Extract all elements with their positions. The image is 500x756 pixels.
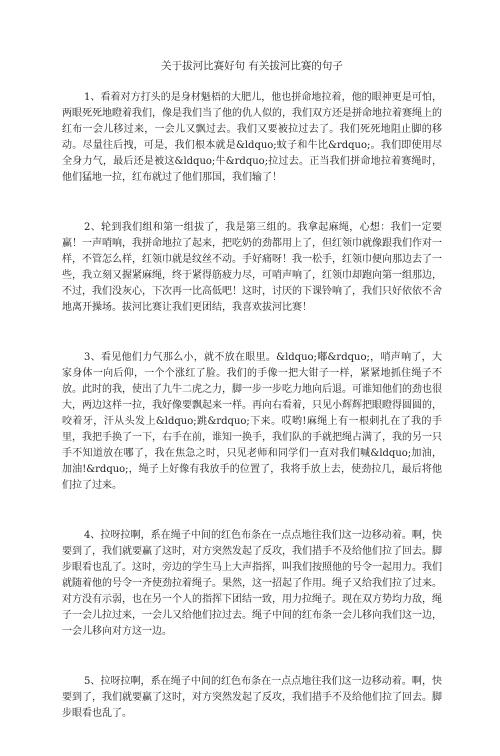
paragraph-3: 3、看见他们力气那么小，就不放在眼里。&ldquo;嘟&rdquo;，哨声响了，大家身体一向后仰，一个个涨红了脸。我们的手像一把大钳子一样，紧紧地抓住绳子不放。此时的我，使出了九牛二虎之力，脚一步一步吃力地向后退。可谁知他们的劲也很大，两边这样一拉，我好像要飘起来一样。再向右看着，只见小辉辉把眼瞪得圆圆的，咬着牙，汗从头发上&ldquo;跳&rdquo;下来。哎哟!麻绳上有一根刺扎在了我的手里，我把手换了一下，右手在前，谁知一换手，我们队的手就把绳占满了，我的另一只手不知道放在哪了，我在焦急之时，只见老师和同学们一直对我们喊&ldquo;加油，加油!&rdquo;，绳子上好像有我放手的位置了，我将手放上去，使劲拉几，最后将他们拉了过来。 <box>62 352 442 491</box>
paragraph-4: 4、拉呀拉啊，系在绳子中间的红色布条在一点点地往我们这一边移动着。啊，快要到了，我们就要赢了这时，对方突然发起了反攻，我们措手不及给他们拉了回去。脚步眼看也乱了。这时，旁边的学生马上大声指挥，叫我们按照他的号令一起用力。我们就随着他的号令一齐使劲拉着绳子。果然，这一招起了作用。绳子又给我们拉了过来。对方没有示弱，也在另一个人的指挥下团结一致，用力拉绳子。现在双方势均力敌，绳子一会儿拉过来，一会儿又给他们拉过去。绳子中间的红布条一会儿移向我们这一边，一会儿移向对方这一边。 <box>62 530 442 637</box>
document-title: 关于拔河比赛好句 有关拔河比赛的句子 <box>161 60 343 72</box>
paragraph-5: 5、拉呀拉啊，系在绳子中间的红色布条在一点点地往我们这一边移动着。啊，快要到了，我们就要赢了这时，对方突然发起了反攻，我们措手不及给他们拉了回去。脚步眼看也乱了。 <box>62 676 442 719</box>
paragraph-2: 2、轮到我们组和第一组拔了，我是第三组的。我拿起麻绳，心想：我们一定要赢！一声哨响，我拼命地拉了起来，把吃奶的劲都用上了，但红领巾就像跟我们作对一样，不管怎么样，红领巾就是纹丝不动。手好痛呀！我一松手，红领巾便向那边去了一些，我立刻又握紧麻绳，终于紧得筋疲力尽，可哨声响了，红领巾却跑向第一组那边，不过，我们没灰心，下次再一比高低吧！这时，讨厌的下课铃响了，我们只好依依不舍地离开操场。拔河比赛让我们更团结，我喜欢拔河比赛！ <box>62 222 442 313</box>
paragraph-1: 1、看着对方打头的是身材魁梧的大肥儿，他也拼命地拉着，他的眼神更是可怕，两眼死死地瞪着我们，像是我们当了他的仇人似的，我们双方还是拼命地拉着赛绳上的红布一会儿移过来，一会儿又飘过去。我们又要被拉过去了。我们死死地阻止脚的移动。尽量往后拽，可是，我们根本就是&ldquo;蚊子和牛比&rdquo;。我们即使用尽全身力气，最后还是被这&ldquo;牛&rdquo;拉过去。正当我们拼命地拉着赛绳时，他们猛地一拉，红布就过了他们那国，我们输了！ <box>62 92 442 183</box>
document-body <box>62 58 442 756</box>
